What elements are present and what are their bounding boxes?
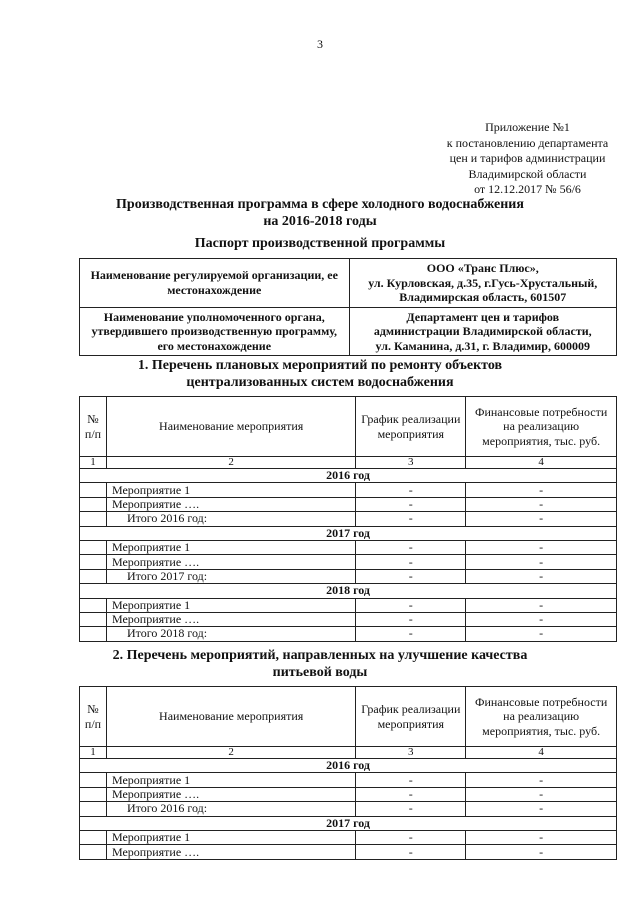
- year-label: 2016 год: [80, 759, 617, 773]
- passport-authority-value-line-2: администрации Владимирской области,: [373, 324, 592, 338]
- row-number-cell: [80, 830, 107, 844]
- column-header-finance: Финансовые потребности на реализацию мероприятия, тыс. руб.: [466, 687, 617, 747]
- total-label: Итого 2016 год:: [106, 512, 355, 526]
- finance-cell: -: [466, 512, 617, 526]
- total-label: Итого 2017 год:: [106, 569, 355, 583]
- finance-cell: -: [466, 569, 617, 583]
- document-title-line-1: Производственная программа в сфере холодного водоснабжения: [116, 197, 524, 212]
- passport-organization-value-line-1: ООО «Транс Плюс»,: [426, 261, 539, 275]
- year-row: [80, 469, 617, 483]
- column-index: 2: [106, 747, 355, 759]
- schedule-cell: -: [356, 627, 466, 641]
- year-label: 2017 год: [80, 526, 617, 540]
- finance-cell: -: [466, 773, 617, 787]
- passport-organization-value: [349, 259, 616, 308]
- row-number-cell: [80, 555, 107, 569]
- schedule-cell: -: [356, 802, 466, 816]
- row-number-cell: [80, 845, 107, 859]
- column-header-name: Наименование мероприятия: [106, 687, 355, 747]
- table-row: [80, 483, 617, 497]
- finance-cell: -: [466, 598, 617, 612]
- schedule-cell: -: [356, 787, 466, 801]
- column-index: 2: [106, 457, 355, 469]
- schedule-cell: -: [356, 483, 466, 497]
- section-2-title-line-1: 2. Перечень мероприятий, направленных на улучшение качества: [112, 648, 528, 663]
- passport-authority-value-line-1: Департамент цен и тарифов: [406, 309, 560, 324]
- column-index: 1: [80, 457, 107, 469]
- appendix-line-5: от 12.12.2017 № 56/6: [474, 182, 581, 196]
- table-index-row: [80, 457, 617, 469]
- column-header-finance: Финансовые потребности на реализацию мероприятия, тыс. руб.: [466, 397, 617, 457]
- column-index: 3: [356, 747, 466, 759]
- appendix-line-1: Приложение №1: [485, 120, 570, 134]
- passport-organization-value-line-2: ул. Курловская, д.35, г.Гусь-Хрустальный,: [368, 275, 598, 290]
- section-1-title-line-2: централизованных систем водоснабжения: [186, 375, 454, 390]
- row-number-cell: [80, 512, 107, 526]
- table-row: [80, 845, 617, 859]
- passport-organization-value-line-3: Владимирская область, 601507: [399, 290, 567, 304]
- passport-row-organization: [80, 259, 617, 308]
- section-1-table: [79, 396, 617, 642]
- event-name: Мероприятие 1: [106, 540, 355, 554]
- event-name: Мероприятие 1: [106, 598, 355, 612]
- table-header-row: [80, 687, 617, 747]
- table-row: [80, 787, 617, 801]
- finance-cell: -: [466, 627, 617, 641]
- row-number-cell: [80, 773, 107, 787]
- document-title: [0, 196, 640, 230]
- section-2-title-line-2: питьевой воды: [272, 665, 368, 680]
- section-1-title-line-1: 1. Перечень плановых мероприятий по ремонту объектов: [137, 358, 503, 373]
- event-name: Мероприятие 1: [106, 483, 355, 497]
- event-name: Мероприятие ….: [106, 845, 355, 859]
- finance-cell: -: [466, 845, 617, 859]
- row-number-cell: [80, 598, 107, 612]
- finance-cell: -: [466, 830, 617, 844]
- page-number: 3: [317, 37, 323, 51]
- schedule-cell: -: [356, 555, 466, 569]
- passport-organization-label: Наименование регулируемой организации, ее местонахождение: [80, 259, 350, 308]
- schedule-cell: -: [356, 512, 466, 526]
- passport-authority-value-line-3: ул. Каманина, д.31, г. Владимир, 600009: [375, 338, 590, 353]
- event-name: Мероприятие 1: [106, 773, 355, 787]
- passport-table: [79, 258, 617, 356]
- finance-cell: -: [466, 540, 617, 554]
- event-name: Мероприятие ….: [106, 612, 355, 626]
- table-row: [80, 830, 617, 844]
- total-row: [80, 627, 617, 641]
- total-row: [80, 569, 617, 583]
- table-row: [80, 540, 617, 554]
- finance-cell: -: [466, 612, 617, 626]
- schedule-cell: -: [356, 540, 466, 554]
- total-label: Итого 2016 год:: [106, 802, 355, 816]
- finance-cell: -: [466, 497, 617, 511]
- row-number-cell: [80, 483, 107, 497]
- table-row: [80, 773, 617, 787]
- total-row: [80, 802, 617, 816]
- table-row: [80, 612, 617, 626]
- column-header-name: Наименование мероприятия: [106, 397, 355, 457]
- section-2-table: [79, 686, 617, 860]
- event-name: Мероприятие ….: [106, 787, 355, 801]
- column-index: 3: [356, 457, 466, 469]
- year-row: [80, 526, 617, 540]
- finance-cell: -: [466, 483, 617, 497]
- finance-cell: -: [466, 802, 617, 816]
- event-name: Мероприятие ….: [106, 555, 355, 569]
- document-title-line-2: на 2016-2018 годы: [263, 214, 377, 229]
- schedule-cell: -: [356, 598, 466, 612]
- row-number-cell: [80, 802, 107, 816]
- section-1-title: [0, 357, 640, 391]
- column-index: 1: [80, 747, 107, 759]
- finance-cell: -: [466, 555, 617, 569]
- column-header-number: № п/п: [80, 687, 107, 747]
- passport-heading: Паспорт производственной программы: [194, 236, 446, 251]
- appendix-line-3: цен и тарифов администрации: [449, 151, 606, 165]
- table-row: [80, 497, 617, 511]
- finance-cell: -: [466, 787, 617, 801]
- total-label: Итого 2018 год:: [106, 627, 355, 641]
- appendix-line-2: к постановлению департамента: [446, 135, 609, 150]
- year-label: 2017 год: [80, 816, 617, 830]
- year-label: 2018 год: [80, 584, 617, 598]
- schedule-cell: -: [356, 497, 466, 511]
- column-index: 4: [466, 457, 617, 469]
- schedule-cell: -: [356, 612, 466, 626]
- table-row: [80, 555, 617, 569]
- passport-row-authority: [80, 307, 617, 356]
- column-header-schedule: График реализации мероприятия: [356, 397, 466, 457]
- table-row: [80, 598, 617, 612]
- row-number-cell: [80, 569, 107, 583]
- row-number-cell: [80, 612, 107, 626]
- appendix-line-4: Владимирской области: [468, 166, 587, 181]
- year-row: [80, 759, 617, 773]
- schedule-cell: -: [356, 845, 466, 859]
- column-index: 4: [466, 747, 617, 759]
- event-name: Мероприятие 1: [106, 830, 355, 844]
- event-name: Мероприятие ….: [106, 497, 355, 511]
- table-header-row: [80, 397, 617, 457]
- year-row: [80, 816, 617, 830]
- row-number-cell: [80, 627, 107, 641]
- passport-authority-label: Наименование уполномоченного органа, утвердившего производственную программу, его местонахождение: [80, 307, 350, 356]
- table-index-row: [80, 747, 617, 759]
- year-label: 2016 год: [80, 469, 617, 483]
- row-number-cell: [80, 787, 107, 801]
- schedule-cell: -: [356, 773, 466, 787]
- row-number-cell: [80, 497, 107, 511]
- column-header-schedule: График реализации мероприятия: [356, 687, 466, 747]
- row-number-cell: [80, 540, 107, 554]
- column-header-number: № п/п: [80, 397, 107, 457]
- passport-authority-value: [349, 307, 616, 356]
- schedule-cell: -: [356, 830, 466, 844]
- year-row: [80, 584, 617, 598]
- schedule-cell: -: [356, 569, 466, 583]
- section-2-title: [0, 647, 640, 681]
- total-row: [80, 512, 617, 526]
- appendix-block: [440, 120, 615, 198]
